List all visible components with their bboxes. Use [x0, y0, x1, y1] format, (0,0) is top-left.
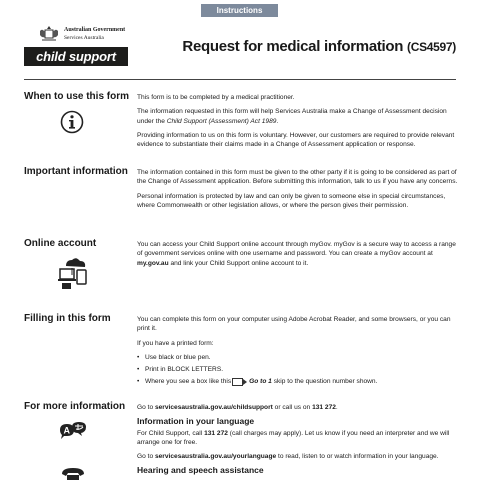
info-icon — [60, 110, 84, 134]
online-devices-icon — [58, 256, 88, 290]
goto-box-icon — [232, 378, 243, 386]
instructions-tab[interactable]: Instructions — [201, 4, 278, 17]
paragraph — [137, 429, 459, 448]
section-body-important — [137, 168, 459, 215]
section-body-when — [137, 93, 459, 154]
translate-icon — [58, 421, 88, 447]
text: and link your Child Support online account to it. — [168, 259, 309, 267]
form-code: (CS4597) — [407, 40, 456, 54]
phone-icon — [60, 466, 86, 480]
phone-number: 131 272 — [204, 429, 228, 437]
agency-name: Services Australia — [64, 35, 104, 41]
section-body-online — [137, 240, 459, 273]
act-name: Child Support (Assessment) Act 1989 — [166, 117, 277, 125]
text: or call us on — [272, 404, 313, 411]
phone-number: 131 272 — [312, 404, 336, 411]
gov-name: Australian Government — [64, 27, 126, 33]
text: Go to — [137, 453, 155, 461]
text: . — [276, 117, 279, 125]
page-title — [182, 38, 456, 55]
section-heading-when: When to use this form — [24, 91, 129, 102]
section-heading-more: For more information — [24, 401, 126, 412]
brand-banner: child support — [24, 47, 128, 66]
child-support-logo — [24, 24, 128, 66]
mygov-link[interactable]: my.gov.au — [137, 259, 169, 267]
text: skip to the question number shown. — [271, 378, 378, 386]
section-heading-important: Important information — [24, 166, 128, 177]
paragraph: Personal information is protected by law and can only be given to someone else in special circumstances, where Commonwealth or other legislation allows, or where the person gives their permission. — [137, 192, 446, 209]
subheading-hearing: Hearing and speech assistance — [137, 465, 264, 476]
yourlanguage-link[interactable]: servicesaustralia.gov.au/yourlanguage — [154, 453, 277, 461]
header-divider — [24, 79, 456, 80]
text: For Child Support, call — [137, 429, 205, 437]
list-item: • Print in BLOCK LETTERS. — [137, 365, 459, 374]
list-item: • Use black or blue pen. — [137, 353, 459, 362]
text: Where you see a box like this — [145, 378, 232, 386]
text: Go to — [137, 404, 155, 411]
childsupport-link[interactable]: servicesaustralia.gov.au/childsupport — [154, 404, 273, 411]
text: . — [335, 404, 338, 411]
paragraph: If you have a printed form: — [137, 339, 214, 347]
list-item — [137, 377, 459, 386]
section-heading-online: Online account — [24, 238, 97, 249]
subheading-language: Information in your language — [137, 416, 255, 427]
text: You can access your Child Support online account through myGov. myGov is a secure way to access a range of government services online with one username and password. You can create a myGov account at — [137, 241, 456, 258]
paragraph — [137, 240, 459, 268]
section-body-more — [137, 403, 459, 478]
form-title: Request for medical information — [182, 38, 404, 55]
paragraph: The information contained in this form must be given to the other party if it is going to be considered as part of the Change of Assessment application. Before submitting this information, talk to us if you have any concerns. — [137, 169, 458, 186]
text: to read, listen to or watch information in your language. — [276, 453, 439, 461]
section-body-filling — [137, 315, 459, 390]
paragraph: This form is to be completed by a medical practitioner. — [137, 94, 295, 101]
paragraph: Providing information to us on this form is voluntary. However, our customers are required to provide relevant evidence to substantiate their claims made in a Change of Assessment application or response. — [137, 131, 455, 149]
text: The information requested in this form will help Services Australia make a Change of Assessment decision under the — [137, 108, 447, 125]
goto-arrow-icon — [243, 379, 247, 385]
coat-of-arms-icon — [38, 24, 60, 44]
section-heading-filling: Filling in this form — [24, 313, 111, 324]
paragraph — [137, 107, 459, 126]
text: (call charges may apply). Let us know if you need an interpreter and we will arrange one for free. — [137, 429, 450, 446]
instruction-list — [137, 353, 459, 387]
paragraph: You can complete this form on your computer using Adobe Acrobat Reader, and some browsers, or you can print it. — [137, 316, 451, 333]
svg-text:A: A — [63, 425, 70, 436]
paragraph — [137, 403, 459, 412]
paragraph — [137, 452, 459, 461]
goto-label: Go to 1 — [249, 378, 272, 386]
